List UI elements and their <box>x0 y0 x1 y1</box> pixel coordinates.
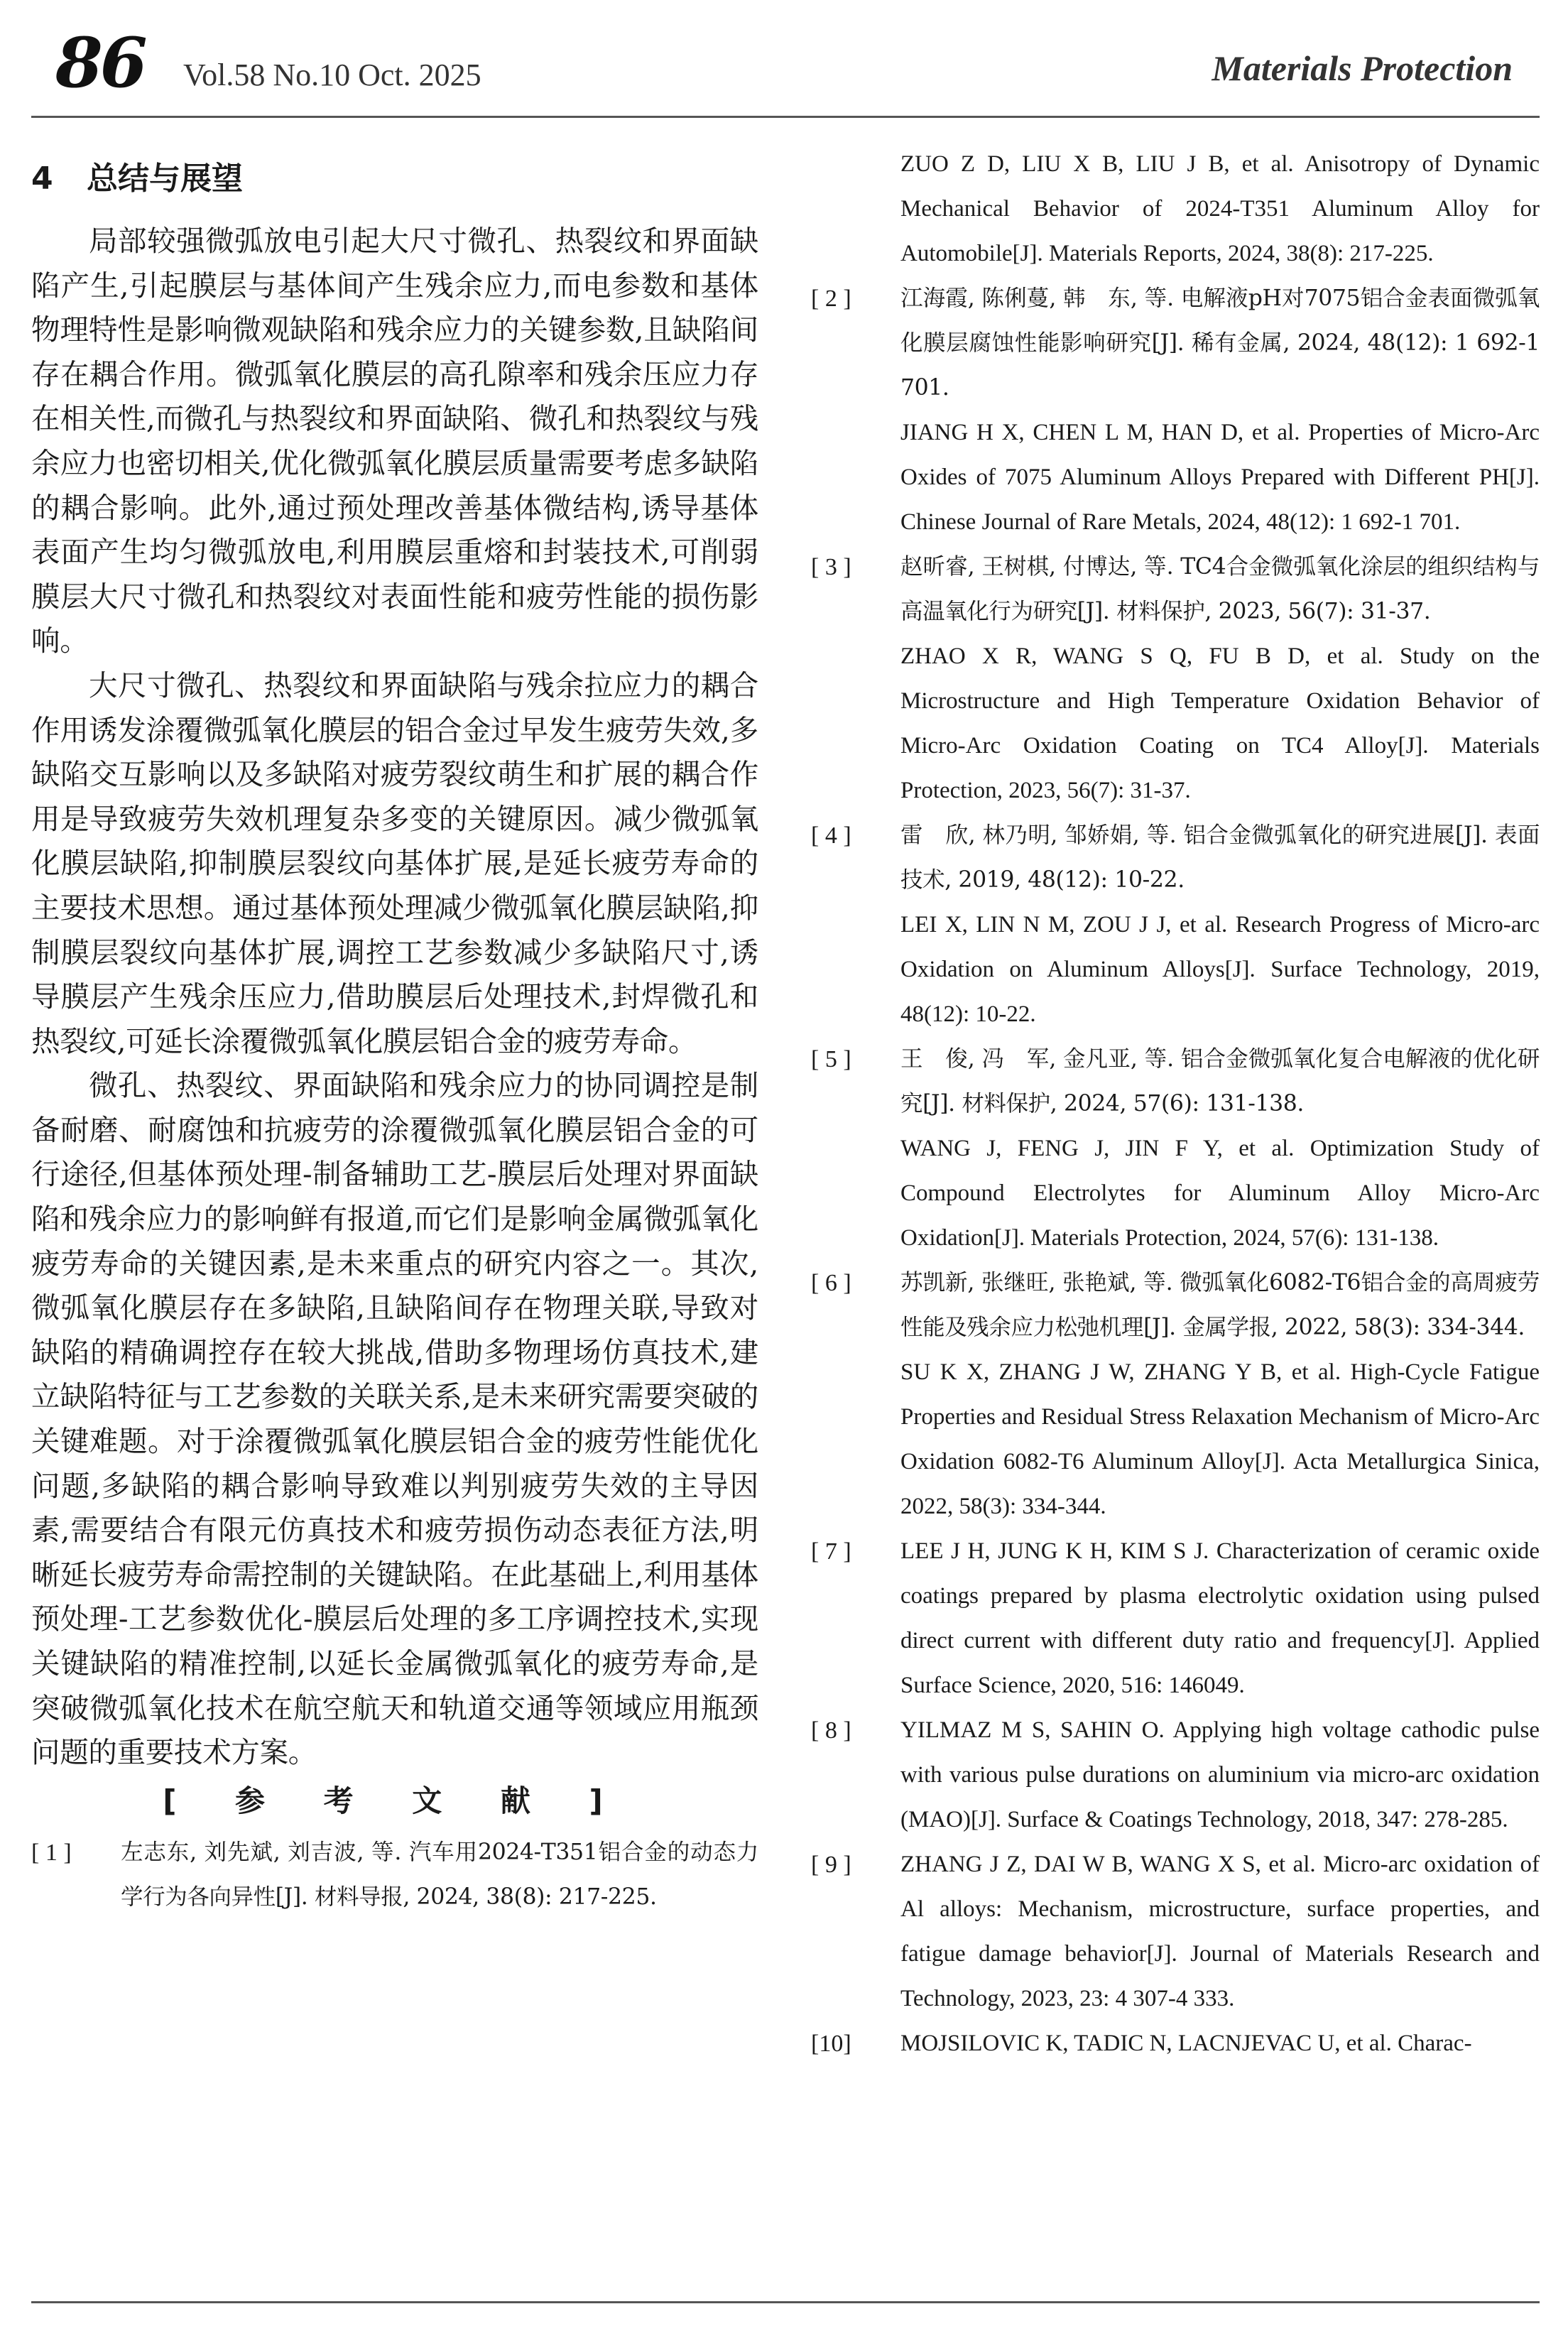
reference-text-cn: 苏凯新, 张继旺, 张艳斌, 等. 微弧氧化6082-T6铝合金的高周疲劳性能及残余应力松弛机理[J]. 金属学报, 2022, 58(3): 334-344. <box>900 1270 1540 1340</box>
section-heading <box>31 158 758 200</box>
reference-text-cn: 雷 欣, 林乃明, 邹娇娟, 等. 铝合金微弧氧化的研究进展[J]. 表面技术, 2019, 48(12): 10-22. <box>900 822 1540 893</box>
reference-text-en: MOJSILOVIC K, TADIC N, LACNJEVAC U, et al. Charac- <box>900 2031 1472 2056</box>
reference-text-cn: 王 俊, 冯 军, 金凡亚, 等. 铝合金微弧氧化复合电解液的优化研究[J]. 材料保护, 2024, 57(6): 131-138. <box>900 1046 1540 1116</box>
reference-text-en: LEE J H, JUNG K H, KIM S J. Characterization of ceramic oxide coatings prepared by plasma electrolytic oxidation using pulsed direct current with different duty ratio and frequency[J]. Applied Surface Science, 2020, 516: 146049. <box>900 1538 1540 1698</box>
reference-text-en: ZHANG J Z, DAI W B, WANG X S, et al. Micro-arc oxidation of Al alloys: Mechanism, microstructure, surface properties, and fatigue damage behavior[J]. Journal of Materials Research and Technology, 2023, 23: 4 307-4 333. <box>900 1852 1540 2011</box>
footer-rule <box>31 2301 1540 2303</box>
reference-item <box>811 1037 1540 1261</box>
reference-label: [ 9 ] <box>811 1852 851 1878</box>
body-paragraph: 大尺寸微孔、热裂纹和界面缺陷与残余拉应力的耦合作用诱发涂覆微弧氧化膜层的铝合金过早发生疲劳失效,多缺陷交互影响以及多缺陷对疲劳裂纹萌生和扩展的耦合作用是导致疲劳失效机理复杂多变的关键原因。减少微弧氧化膜层缺陷,抑制膜层裂纹向基体扩展,是延长疲劳寿命的主要技术思想。通过基体预处理减少微弧氧化膜层缺陷,抑制膜层裂纹向基体扩展,调控工艺参数减少多缺陷尺寸,诱导膜层产生残余压应力,借助膜层后处理技术,封焊微孔和热裂纹,可延长涂覆微弧氧化膜层铝合金的疲劳寿命。 <box>31 668 758 1058</box>
volume-info: Vol.58 No.10 Oct. 2025 <box>183 58 481 92</box>
reference-text-en: SU K X, ZHANG J W, ZHANG Y B, et al. High-Cycle Fatigue Properties and Residual Stress Relaxation Mechanism of Micro-Arc Oxidation 6082-T6 Aluminum Alloy[J]. Acta Metallurgica Sinica, 2022, 58(3): 334-344. <box>900 1359 1540 1519</box>
section-title: 总结与展望 <box>87 161 243 197</box>
reference-label: [ 5 ] <box>811 1046 851 1072</box>
right-column <box>811 142 1540 2066</box>
body-paragraph: 局部较强微弧放电引起大尺寸微孔、热裂纹和界面缺陷产生,引起膜层与基体间产生残余应力,而电参数和基体物理特性是影响微观缺陷和残余应力的关键参数,且缺陷间存在耦合作用。微弧氧化膜层的高孔隙率和残余压应力存在相关性,而微孔与热裂纹和界面缺陷、微孔和热裂纹与残余应力也密切相关,优化微弧氧化膜层质量需要考虑多缺陷的耦合影响。此外,通过预处理改善基体微结构,诱导基体表面产生均匀微弧放电,利用膜层重熔和封装技术,可削弱膜层大尺寸微孔和热裂纹对表面性能和疲劳性能的损伤影响。 <box>31 224 758 658</box>
reference-label: [ 1 ] <box>31 1839 72 1866</box>
reference-item <box>811 1261 1540 1529</box>
reference-text-cn: 江海霞, 陈俐蔓, 韩 东, 等. 电解液pH对7075铝合金表面微弧氧化膜层腐蚀性能影响研究[J]. 稀有金属, 2024, 48(12): 1 692-1 701. <box>900 286 1540 401</box>
references-heading: [ 参 考 文 献 ] <box>163 1783 627 1818</box>
reference-label: [ 3 ] <box>811 554 851 580</box>
reference-item <box>811 1529 1540 1708</box>
reference-text-en: ZUO Z D, LIU X B, LIU J B, et al. Anisotropy of Dynamic Mechanical Behavior of 2024-T351 Aluminum Alloy for Automobile[J]. Materials Reports, 2024, 38(8): 217-225. <box>900 151 1540 266</box>
page-number: 86 <box>55 23 145 103</box>
reference-item <box>811 142 1540 276</box>
reference-item <box>31 1830 758 1920</box>
reference-item <box>811 1708 1540 1842</box>
reference-text-en: LEI X, LIN N M, ZOU J J, et al. Research Progress of Micro-arc Oxidation on Aluminum Alloys[J]. Surface Technology, 2019, 48(12): 10-22. <box>900 912 1540 1027</box>
reference-text-en: ZHAO X R, WANG S Q, FU B D, et al. Study on the Microstructure and High Temperature Oxidation Behavior of Micro-Arc Oxidation Coating on TC4 Alloy[J]. Materials Protection, 2023, 56(7): 31-37. <box>900 643 1540 803</box>
reference-text-en: WANG J, FENG J, JIN F Y, et al. Optimization Study of Compound Electrolytes for Aluminum Alloy Micro-Arc Oxidation[J]. Materials Protection, 2024, 57(6): 131-138. <box>900 1136 1540 1251</box>
page-header <box>55 23 1513 103</box>
reference-label: [ 6 ] <box>811 1270 851 1296</box>
section-number: 4 <box>31 161 53 197</box>
body-paragraph: 微孔、热裂纹、界面缺陷和残余应力的协同调控是制备耐磨、耐腐蚀和抗疲劳的涂覆微弧氧化膜层铝合金的可行途径,但基体预处理-制备辅助工艺-膜层后处理对界面缺陷和残余应力的影响鲜有报道,而它们是影响金属微弧氧化疲劳寿命的关键因素,是未来重点的研究内容之一。其次,微弧氧化膜层存在多缺陷,且缺陷间存在物理关联,导致对缺陷的精确调控存在较大挑战,借助多物理场仿真技术,建立缺陷特征与工艺参数的关联关系,是未来研究需要突破的关键难题。对于涂覆微弧氧化膜层铝合金的疲劳性能优化问题,多缺陷的耦合影响导致难以判别疲劳失效的主导因素,需要结合有限元仿真技术和疲劳损伤动态表征方法,明晰延长疲劳寿命需控制的关键缺陷。在此基础上,利用基体预处理-工艺参数优化-膜层后处理的多工序调控技术,实现关键缺陷的精准控制,以延长金属微弧氧化的疲劳寿命,是突破微弧氧化技术在航空航天和轨道交通等领域应用瓶颈问题的重要技术方案。 <box>31 1068 758 1770</box>
reference-label: [ 8 ] <box>811 1717 851 1744</box>
reference-text-cn: 赵昕睿, 王树棋, 付博达, 等. TC4合金微弧氧化涂层的组织结构与高温氧化行为研究[J]. 材料保护, 2023, 56(7): 31-37. <box>900 554 1540 624</box>
left-column <box>31 142 758 1920</box>
reference-item <box>811 545 1540 813</box>
reference-label: [ 4 ] <box>811 822 851 849</box>
reference-text-cn: 左志东, 刘先斌, 刘吉波, 等. 汽车用2024-T351铝合金的动态力学行为各向异性[J]. 材料导报, 2024, 38(8): 217-225. <box>121 1839 758 1910</box>
reference-item <box>811 276 1540 545</box>
reference-label: [ 7 ] <box>811 1538 851 1565</box>
reference-text-en: YILMAZ M S, SAHIN O. Applying high voltage cathodic pulse with various pulse durations on aluminium via micro-arc oxidation (MAO)[J]. Surface & Coatings Technology, 2018, 347: 278-285. <box>900 1717 1540 1832</box>
reference-item <box>811 2021 1540 2066</box>
reference-text-en: JIANG H X, CHEN L M, HAN D, et al. Properties of Micro-Arc Oxides of 7075 Aluminum Alloys Prepared with Different PH[J]. Chinese Journal of Rare Metals, 2024, 48(12): 1 692-1 701. <box>900 420 1540 535</box>
reference-label: [10] <box>811 2031 851 2057</box>
reference-label: [ 2 ] <box>811 286 851 312</box>
header-rule <box>31 116 1540 118</box>
reference-item <box>811 1842 1540 2021</box>
reference-item <box>811 813 1540 1037</box>
journal-name: Materials Protection <box>1212 48 1513 88</box>
